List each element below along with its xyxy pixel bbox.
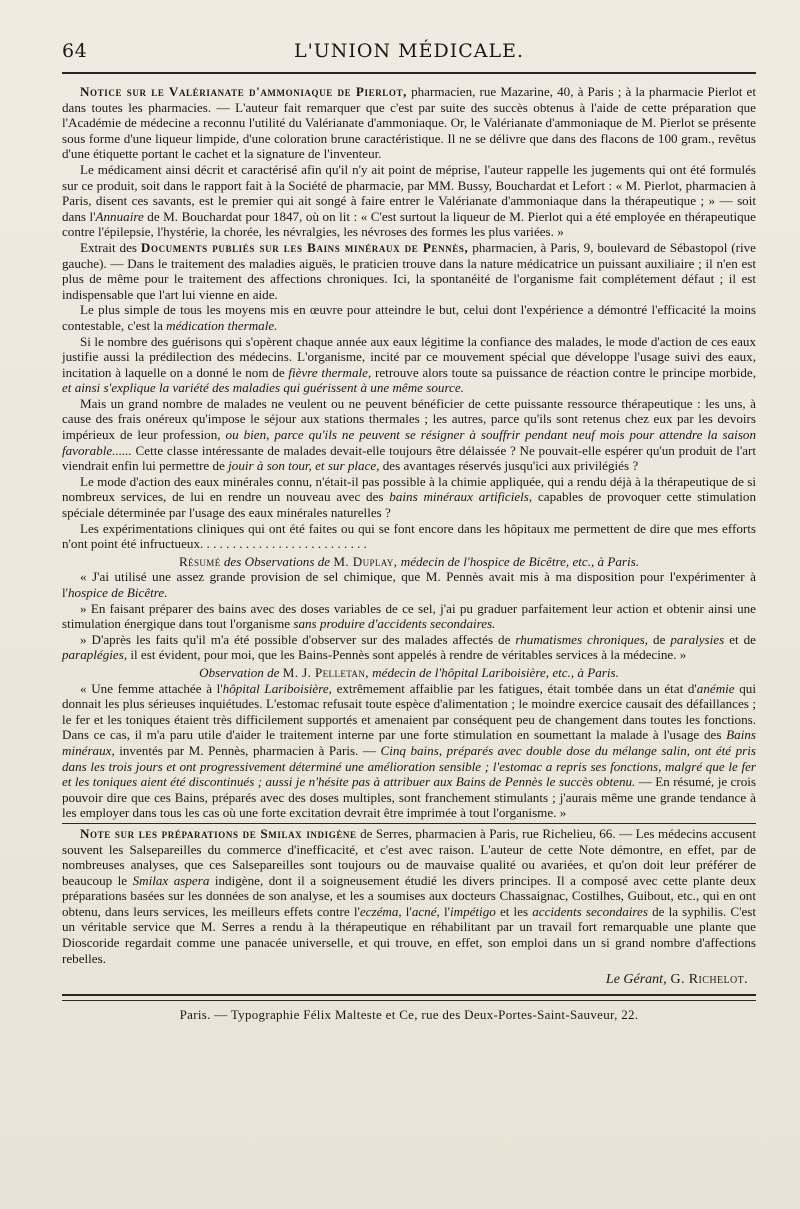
notice-pennes-para-6: Les expérimentations cliniques qui ont été faites ou qui se font encore dans les hôpitaux me permettent de dire que mes efforts n'ont point été infructueux. . . . . . . . . . . . . . . . . . . . . . . . . . — [62, 520, 756, 552]
section-rule — [62, 823, 756, 824]
observation-heading: Observation de M. J. Pelletan, médecin de l'hôpital Lariboisière, etc., à Paris. — [199, 664, 619, 680]
resume-heading: Résumé des Observations de M. Duplay, médecin de l'hospice de Bicêtre, etc., à Paris. — [178, 553, 640, 569]
notice-pennes: Extrait des Documents publiés sur les Bains minéraux de Pennès, pharmacien, à Paris, 9, boulevard de Sébastopol (rive gauche). — Dans le traitement des maladies aiguës, le praticien trouve dans la nature médicatrice un puissant auxiliaire ; il n'en est plus de même pour le traitement des affections chroniques. Ici, la spontanéité de l'organisme fait complétement défaut ; il est indispensable que l'art lui vienne en aide. — [62, 239, 756, 302]
article-body — [62, 84, 756, 966]
resume-quote-2: » En faisant préparer des bains avec des doses variables de ce sel, j'ai pu graduer parfaitement leur action et obtenir ainsi une stimulation énergique dans tout l'organisme sans produire d'accidents secondaires. — [62, 600, 756, 632]
printer-imprint: Paris. — Typographie Félix Malteste et Ce, rue des Deux-Portes-Saint-Sauveur, 22. — [179, 1007, 639, 1023]
footer-rule — [62, 994, 756, 996]
notice-pennes-para-4: Mais un grand nombre de malades ne veulent ou ne peuvent bénéficier de cette puissante ressource thérapeutique : les uns, à cause des frais onéreux qu'impose le séjour aux stations thermales ; les autres, parce qu'ils sont retenus chez eux par les devoirs impérieux de leur profession, ou bien, parce qu'ils ne peuvent se résigner à souffrir pendant neuf mois pour attendre la saison favorable...... Cette classe intéressante de malades devait-elle toujours être délaissée ? Ne pouvait-elle espérer qu'un produit de l'art viendrait enfin lui permettre de jouir à son tour, et sur place, des avantages réservés jusqu'ici aux privilégiés ? — [62, 395, 757, 474]
running-title: L'UNION MÉDICALE. — [293, 40, 525, 62]
resume-quote-1: « J'ai utilisé une assez grande provision de sel chimique, que M. Pennès avait mis à ma disposition pour l'expérimenter à l'hospice de Bicêtre. — [62, 569, 756, 600]
notice-pierlot: Notice sur le Valérianate d'ammoniaque de Pierlot, pharmacien, rue Mazarine, 40, à Paris ; à la pharmacie Pierlot et dans toutes les pharmacies. — L'auteur fait remarquer que c'est par suite des succès obtenus à l'aide de cette préparation que l'Académie de médecine a reconnu l'utilité du Valérianate d'ammoniaque. Or, le Valérianate d'ammoniaque de M. Pierlot se présente sous forme d'une liqueur limpide, d'une coloration brune caractéristique. Il ne se délivre que dans des flacons de 100 gram., revêtus d'une étiquette portant le cachet et la signature de l'inventeur. — [62, 84, 756, 162]
observation-text: « Une femme attachée à l'hôpital Lariboisière, extrêmement affaiblie par les fatigues, était tombée dans un état d'anémie qui donnait les plus sérieuses inquiétudes. L'estomac refusait toute espèce d'alimentation ; le moindre exercice causait des défaillances ; le fer et les toniques étaient très difficilement supportés et amenaient par conséquent peu de changement dans toutes les fonctions. Dans ce cas, il m'a paru utile d'aider le traitement interne par une forte stimulation en soumettant la malade à l'usage des Bains minéraux, inventés par M. Pennès, pharmacien à Paris. — Cinq bains, préparés avec double dose du mélange salin, ont été pris dans les trois jours et ont progressivement déterminé une amélioration sensible ; l'estomac a repris ses fonctions, malgré que le fer et les toniques aient été discontinués ; aussi je n'hésite pas à attribuer aux Bains de Pennès le succès obtenu. — En résumé, je crois pouvoir dire que ces Bains, préparés avec des doses multiples, sont franchement stimulants ; j'aurais même une grande tendance à les employer dans tous les cas où une forte excitation devrait être imprimée à tout l'organisme. » — [62, 680, 756, 821]
notice-smilax-lead: Note sur les préparations de Smilax indigène — [80, 825, 357, 841]
notice-smilax: Note sur les préparations de Smilax indigène de Serres, pharmacien à Paris, rue Richelieu, 66. — Les médecins accusent souvent les Salsepareilles du commerce d'inefficacité, et c'est avec raison. L'auteur de cette Note démontre, en effet, par de nombreuses analyses, que ces Salsepareilles sont toujours ou de mauvaise qualité ou avariées, et qu'on doit leur préférer de beaucoup le Smilax aspera indigène, dont il a soigneusement étudié les divers principes. Il a composé avec cette plante deux préparations basées sur les données de son analyse, et les a soumises aux docteurs Chassaignac, Costilhes, Guibout, etc., qui en ont obtenu, dans leurs services, les meilleurs effets contre l'eczéma, l'acné, l'impétigo et les accidents secondaires de la syphilis. C'est un véritable service que M. Serres a rendu à la thérapeutique en réhabilitant par un travail fort remarquable une plante que Dioscoride regardait comme une panacée universelle, et qui trouve, en effet, son emploi dans un si grand nombre d'affections rebelles. — [62, 825, 756, 966]
signature: Le Gérant, G. Richelot. — [605, 972, 748, 988]
notice-pennes-para-2: Le plus simple de tous les moyens mis en œuvre pour atteindre le but, celui dont l'expérience a démontré l'efficacité la moins contestable, c'est la médication thermale. — [62, 302, 756, 333]
header-rule — [62, 72, 756, 74]
notice-pierlot-para: Le médicament ainsi décrit et caractérisé afin qu'il n'y ait point de méprise, l'auteur rappelle les jugements qui ont été formulés sur ce produit, soit dans le rapport fait à la Société de pharmacie, par MM. Bussy, Bouchardat et Lefort : « M. Pierlot, pharmacien à Paris, disent ces savants, est le premier qui ait songé à faire entrer le Valérianate d'ammoniaque dans la thérapeutique ; » — soit dans l'Annuaire de M. Bouchardat pour 1847, où on lit : « C'est surtout la liqueur de M. Pierlot qui a été employée en thérapeutique contre l'épilepsie, l'hystérie, la chorée, les névralgies, les névroses des formes les plus variées. » — [62, 161, 756, 240]
page-number: 64 — [62, 40, 88, 62]
resume-quote-3: » D'après les faits qu'il m'a été possible d'observer sur des malades affectés de rhumatismes chroniques, de paralysies et de paraplégies, il est évident, pour moi, que les Bains-Pennès sont appelés à rendre de véritables services à la médecine. » — [62, 631, 756, 663]
footer-rule-thin — [62, 1000, 756, 1001]
notice-pennes-lead: Documents publiés sur les Bains minéraux de Pennès, — [140, 239, 469, 255]
notice-pierlot-lead: Notice sur le Valérianate d'ammoniaque de Pierlot, — [80, 84, 407, 99]
notice-pennes-para-5: Le mode d'action des eaux minérales connu, n'était-il pas possible à la chimie appliquée, qui a rendu déjà à la thérapeutique de si nombreux services, de lui en rendre un nouveau avec des bains minéraux artificiels, capables de provoquer cette stimulation spéciale déterminée par l'usage des eaux minérales naturelles ? — [62, 473, 756, 521]
notice-pennes-para-3: Si le nombre des guérisons qui s'opèrent chaque année aux eaux légitime la confiance des malades, le mode d'action de ces eaux justifie aussi la prédilection des médecins. L'organisme, incité par ce mouvement spécial que développe l'usage suivi des eaux, incitation à laquelle on a donné le nom de fièvre thermale, retrouve alors toute sa puissance de réaction contre le principe morbide, et ainsi s'explique la variété des maladies qui guérissent à une même source. — [62, 333, 756, 396]
page-header — [62, 40, 756, 70]
